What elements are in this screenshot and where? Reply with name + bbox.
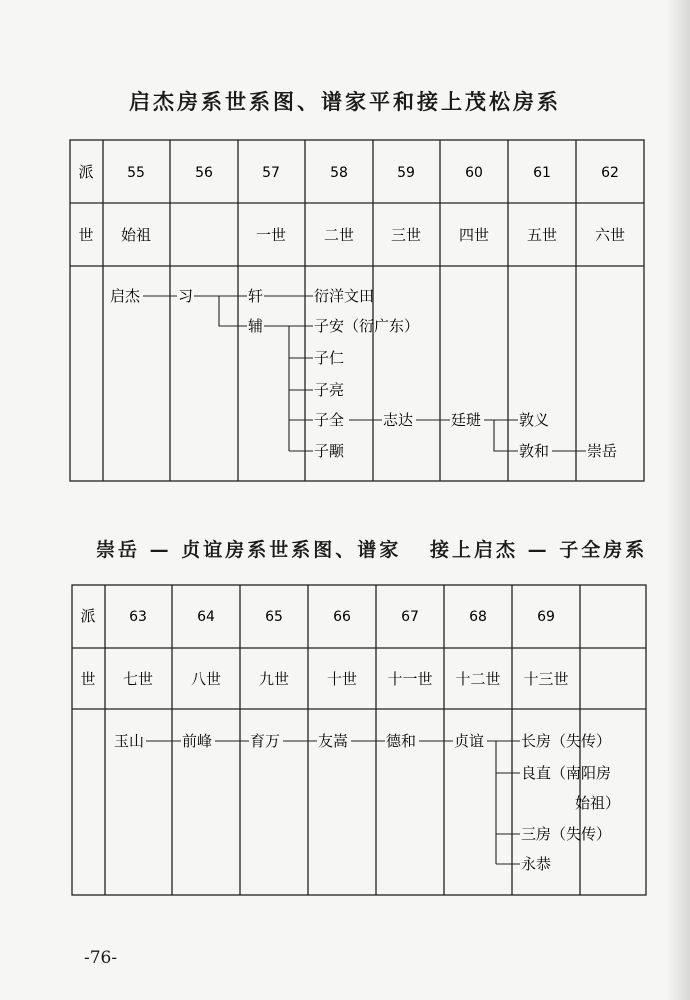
chart2-title-right: 接上启杰 — 子全房系 — [430, 539, 648, 561]
chart2-shi-1: 八世 — [190, 670, 222, 688]
person-ziliang: 子亮 — [314, 381, 345, 399]
person-dunhe: 敦和 — [519, 442, 550, 460]
person-yougao: 友嵩 — [318, 732, 349, 750]
chart1-shi-6: 五世 — [526, 226, 558, 244]
chart2-shi-6: 十三世 — [523, 670, 569, 688]
chart2-pai-2: 65 — [265, 609, 283, 625]
chart1-shi-0: 始祖 — [120, 226, 152, 244]
chart1-pai-2: 57 — [262, 165, 280, 181]
chart2-pai-4: 67 — [401, 609, 419, 625]
chart1-shi-4: 三世 — [390, 226, 422, 244]
chart2-shi-label: 世 — [80, 670, 96, 688]
person-yuwan: 育万 — [250, 732, 281, 750]
person-xi: 习 — [178, 287, 194, 305]
chart1-pai-7: 62 — [601, 165, 619, 181]
chart2-shi-4: 十一世 — [387, 670, 433, 688]
person-dunyi: 敦义 — [519, 411, 550, 429]
person-yushan: 玉山 — [114, 732, 145, 750]
chart1-shi-label: 世 — [78, 226, 94, 244]
person-qianfeng: 前峰 — [182, 732, 213, 750]
person-yanyang: 衍洋文田 — [314, 287, 375, 305]
chart1-shi-5: 四世 — [458, 226, 490, 244]
person-fu: 辅 — [248, 317, 264, 335]
person-changfang: 长房（失传） — [521, 732, 612, 750]
person-xuan: 轩 — [248, 287, 264, 305]
chart1-pai-0: 55 — [127, 165, 145, 181]
chart2-shi-2: 九世 — [258, 670, 290, 688]
chart1-title: 启杰房系世系图、谱家平和接上茂松房系 — [129, 89, 561, 114]
chart2-pai-6: 69 — [537, 609, 555, 625]
scan-edge-shadow — [666, 0, 690, 1000]
person-liangzhi: 良直（南阳房 — [521, 764, 612, 782]
chart1-shi-3: 二世 — [323, 226, 355, 244]
person-ziquan: 子全 — [314, 411, 345, 429]
person-liangzhi-cont: 始祖） — [575, 794, 621, 812]
chart1-pai-3: 58 — [330, 165, 348, 181]
chart2-shi-3: 十世 — [326, 670, 358, 688]
person-ziyong: 子颙 — [314, 442, 345, 460]
person-tingjin: 廷琎 — [451, 411, 482, 429]
chart2-pai-1: 64 — [197, 609, 215, 625]
chart2-pai-5: 68 — [469, 609, 487, 625]
chart2-title-left: 崇岳 — 贞谊房系世系图、谱家 — [96, 539, 402, 561]
chart2-pai-0: 63 — [129, 609, 147, 625]
person-zhenyi: 贞谊 — [454, 732, 485, 750]
person-ziren: 子仁 — [314, 349, 345, 367]
person-chongyue: 崇岳 — [587, 442, 618, 460]
chart1-pai-label: 派 — [78, 163, 94, 181]
person-qijie: 启杰 — [110, 287, 141, 305]
chart1-pai-5: 60 — [465, 165, 483, 181]
page-number: -76- — [84, 948, 118, 968]
person-yonggong: 永恭 — [521, 855, 552, 873]
chart1-pai-4: 59 — [397, 165, 415, 181]
chart1-pai-1: 56 — [195, 165, 213, 181]
person-dehe: 德和 — [386, 732, 417, 750]
chart2-pai-3: 66 — [333, 609, 351, 625]
person-zhida: 志达 — [383, 411, 414, 429]
chart2-shi-0: 七世 — [122, 670, 154, 688]
person-zian: 子安（衍广东） — [314, 317, 420, 335]
chart1-shi-7: 六世 — [594, 226, 626, 244]
person-sanfang: 三房（失传） — [521, 825, 612, 843]
chart1-pai-6: 61 — [533, 165, 551, 181]
chart1-shi-2: 一世 — [255, 226, 287, 244]
chart2-shi-5: 十二世 — [455, 670, 501, 688]
chart2-pai-label: 派 — [80, 607, 96, 625]
